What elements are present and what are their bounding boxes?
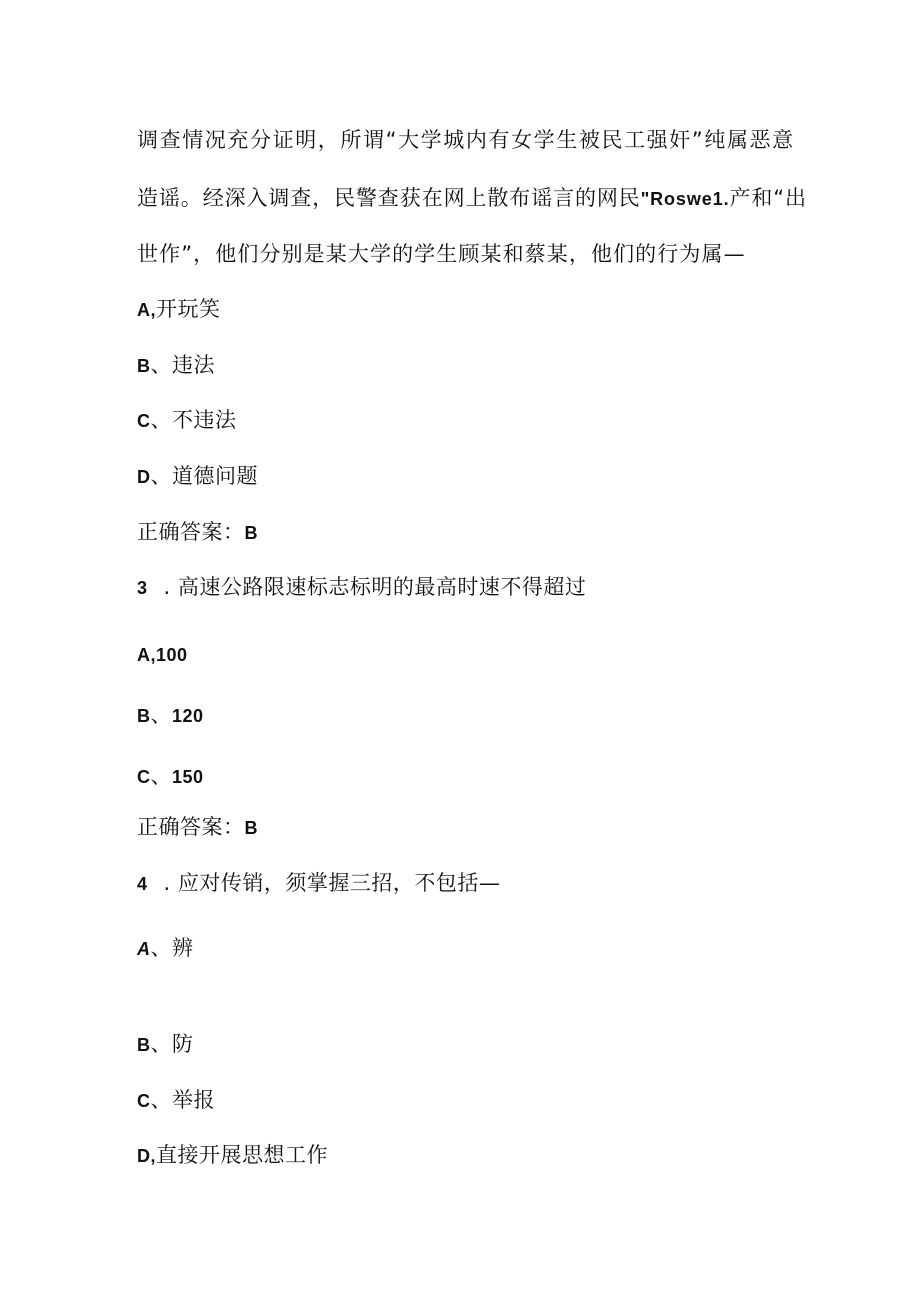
q2-option-a: A,开玩笑 [137,297,221,321]
q2-option-b: B、违法 [137,353,215,377]
q2-option-c: C、不违法 [137,408,237,432]
q2-option-d: D、道德问题 [137,464,258,488]
q4-option-b: B、防 [137,1032,194,1056]
intro-line-2-tail: 产和“出 [729,186,807,210]
q3-answer: 正确答案：B [137,815,258,839]
q2-answer: 正确答案：B [137,520,258,544]
q3-stem: 3 . 高速公路限速标志标明的最高时速不得超过 [137,575,587,599]
q3-option-c: C、150 [137,764,204,788]
intro-line-2 [137,184,807,213]
q3-option-b: B、120 [137,703,204,727]
intro-line-1: 调查情况充分证明，所谓“大学城内有女学生被民工强奸”纯属恶意 [137,128,795,152]
intro-line-2-bold: "Roswe1. [640,189,730,209]
q4-option-a: A、辨 [137,936,194,960]
intro-line-2-text: 造谣。经深入调查，民警查获在网上散布谣言的网民 [137,186,641,210]
q4-option-c: C、举报 [137,1088,215,1112]
intro-line-3: 世作”，他们分别是某大学的学生顾某和蔡某，他们的行为属— [137,242,746,266]
q4-option-d: D,直接开展思想工作 [137,1143,329,1167]
q3-option-a: A,100 [137,645,188,665]
q4-stem: 4 . 应对传销，须掌握三招，不包括— [137,871,501,895]
